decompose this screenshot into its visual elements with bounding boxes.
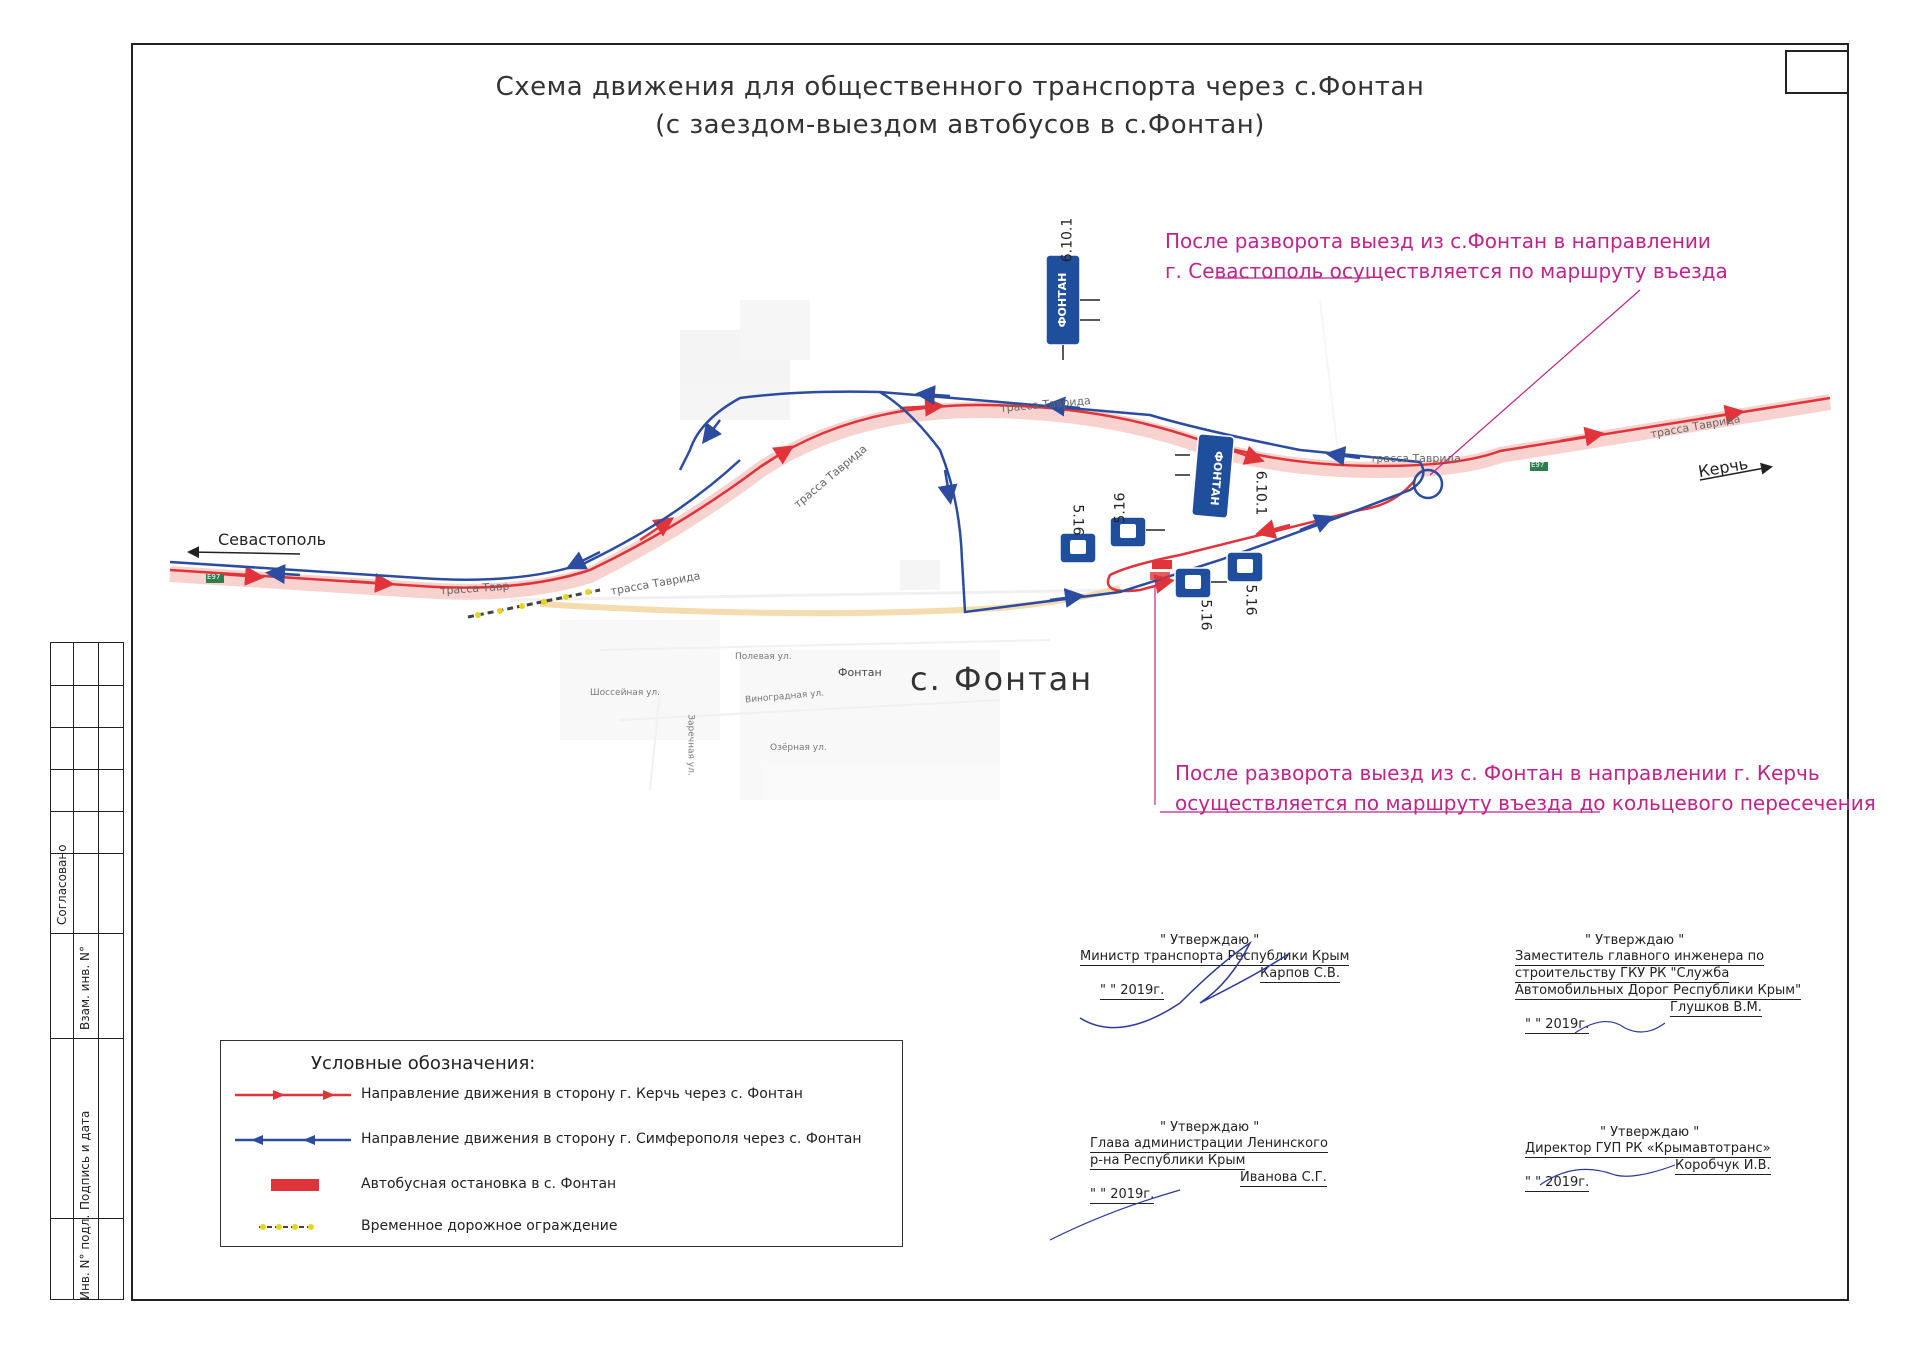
top-note-line2: г. Севастополь осуществляется по маршруту въезда xyxy=(1165,259,1728,283)
bottom-note-line1: После разворота выезд из с. Фонтан в направлении г. Керчь xyxy=(1175,761,1820,785)
approval-2-line2: строительству ГКУ РК "Служба xyxy=(1515,966,1730,981)
sign-fontan-top xyxy=(1046,255,1100,360)
stamp-inv-orig: Инв. N° подл. xyxy=(78,1214,92,1300)
city-sevastopol: Севастополь xyxy=(218,530,327,549)
approval-2-name: Глушков В.М. xyxy=(1670,1000,1762,1015)
legend-label-simferopol: Направление движения в сторону г. Симферополя через с. Фонтан xyxy=(361,1131,862,1147)
highway-band xyxy=(170,402,1830,592)
road-badge-east-label: Е97 xyxy=(1531,461,1545,469)
bus-stop-mark-2 xyxy=(1150,572,1170,580)
legend-label-barrier: Временное дорожное ограждение xyxy=(361,1218,618,1234)
stamp-inv-swap: Взам. инв. N° xyxy=(78,946,92,1030)
village-small-label: Фонтан xyxy=(838,666,882,679)
road-label-6: трасса Таврида xyxy=(1649,412,1742,441)
approval-block-2 xyxy=(1515,933,1825,1034)
legend-label-kerch: Направление движения в сторону г. Керчь через с. Фонтан xyxy=(361,1086,803,1102)
approval-4-date: " " 2019г. xyxy=(1525,1175,1590,1190)
approval-4-name: Коробчук И.В. xyxy=(1675,1158,1771,1173)
road-label-4: трасса Таврида xyxy=(999,394,1092,415)
signature-3 xyxy=(1030,1180,1230,1250)
stop-code-1: 5.16 xyxy=(1069,504,1086,536)
road-label-3: трасса Таврида xyxy=(791,442,870,511)
approval-block-1 xyxy=(1080,933,1380,1000)
approval-4-position: Директор ГУП РК «Крымавтотранс» xyxy=(1525,1141,1771,1156)
sevastopol-arrow xyxy=(190,552,300,554)
stop-code-4: 5.16 xyxy=(1242,584,1259,616)
approval-1-date: " " 2019г. xyxy=(1100,983,1165,998)
road-label-1: трасса Тавр xyxy=(439,579,510,598)
street-4: Озёрная ул. xyxy=(770,743,827,753)
top-note-line1: После разворота выезд из с.Фонтан в направлении xyxy=(1165,229,1711,253)
road-label-2: трасса Таврида xyxy=(609,569,702,598)
approval-block-4 xyxy=(1525,1125,1825,1192)
village-label: с. Фонтан xyxy=(910,660,1094,698)
stamp-agreed: Согласовано xyxy=(55,844,69,925)
approval-block-3 xyxy=(1090,1120,1350,1204)
bus-stop-mark xyxy=(1152,560,1172,569)
road-label-5: трасса Таврида xyxy=(1370,452,1461,465)
approval-1-header: " Утверждаю " xyxy=(1160,933,1260,948)
approval-3-line2: р-на Республики Крым xyxy=(1090,1153,1246,1168)
stop-code-3: 5.16 xyxy=(1197,599,1214,631)
street-5: Заречная ул. xyxy=(685,714,696,776)
city-kerch: Керчь xyxy=(1696,453,1750,482)
approval-3-header: " Утверждаю " xyxy=(1160,1120,1260,1135)
road-badge-west-label: Е97 xyxy=(207,573,221,581)
approval-2-line3: Автомобильных Дорог Республики Крым" xyxy=(1515,983,1802,998)
approval-3-date: " " 2019г. xyxy=(1090,1187,1155,1202)
scheme-subtitle: (с заездом-выездом автобусов в с.Фонтан) xyxy=(655,110,1265,140)
svg-text:ФОНТАН: ФОНТАН xyxy=(1056,272,1069,328)
approval-1-position: Министр транспорта Республики Крым xyxy=(1080,949,1350,964)
approval-2-header: " Утверждаю " xyxy=(1585,933,1685,948)
bus-stop-signs xyxy=(1060,517,1263,598)
signature-4 xyxy=(1535,1155,1685,1195)
legend-title: Условные обозначения: xyxy=(311,1053,536,1074)
legend-item-kerch xyxy=(221,1083,902,1107)
approval-1-name: Карпов С.В. xyxy=(1260,966,1340,981)
stamp-sign-date: Подпись и дата xyxy=(78,1110,92,1210)
scheme-title: Схема движения для общественного транспорта через с.Фонтан xyxy=(495,72,1425,102)
svg-text:ФОНТАН: ФОНТАН xyxy=(1207,450,1226,507)
signature-2 xyxy=(1565,1008,1685,1048)
approval-3-name: Иванова С.Г. xyxy=(1240,1170,1327,1185)
stop-code-2: 5.16 xyxy=(1112,492,1129,524)
approval-2-date: " " 2019г. xyxy=(1525,1017,1590,1032)
legend-item-bus-stop xyxy=(221,1173,902,1197)
approval-4-header: " Утверждаю " xyxy=(1600,1125,1700,1140)
bottom-note-line2: осуществляется по маршруту въезда до кольцевого пересечения xyxy=(1175,791,1876,815)
street-1: Полевая ул. xyxy=(735,652,792,662)
signature-1 xyxy=(1060,933,1320,1043)
street-3: Виноградная ул. xyxy=(744,688,825,706)
sign-code-east: 6.10.1 xyxy=(1252,470,1269,516)
legend-item-barrier xyxy=(221,1215,902,1239)
street-2: Шоссейная ул. xyxy=(590,688,661,698)
legend-item-simferopol xyxy=(221,1128,902,1152)
kerch-route xyxy=(170,398,1830,591)
approval-2-line1: Заместитель главного инженера по xyxy=(1515,949,1765,964)
legend xyxy=(220,1040,903,1247)
approval-3-line1: Глава администрации Ленинского xyxy=(1090,1136,1328,1151)
sign-code-top: 6.10.1 xyxy=(1059,217,1076,263)
legend-label-bus-stop: Автобусная остановка в с. Фонтан xyxy=(361,1176,617,1192)
